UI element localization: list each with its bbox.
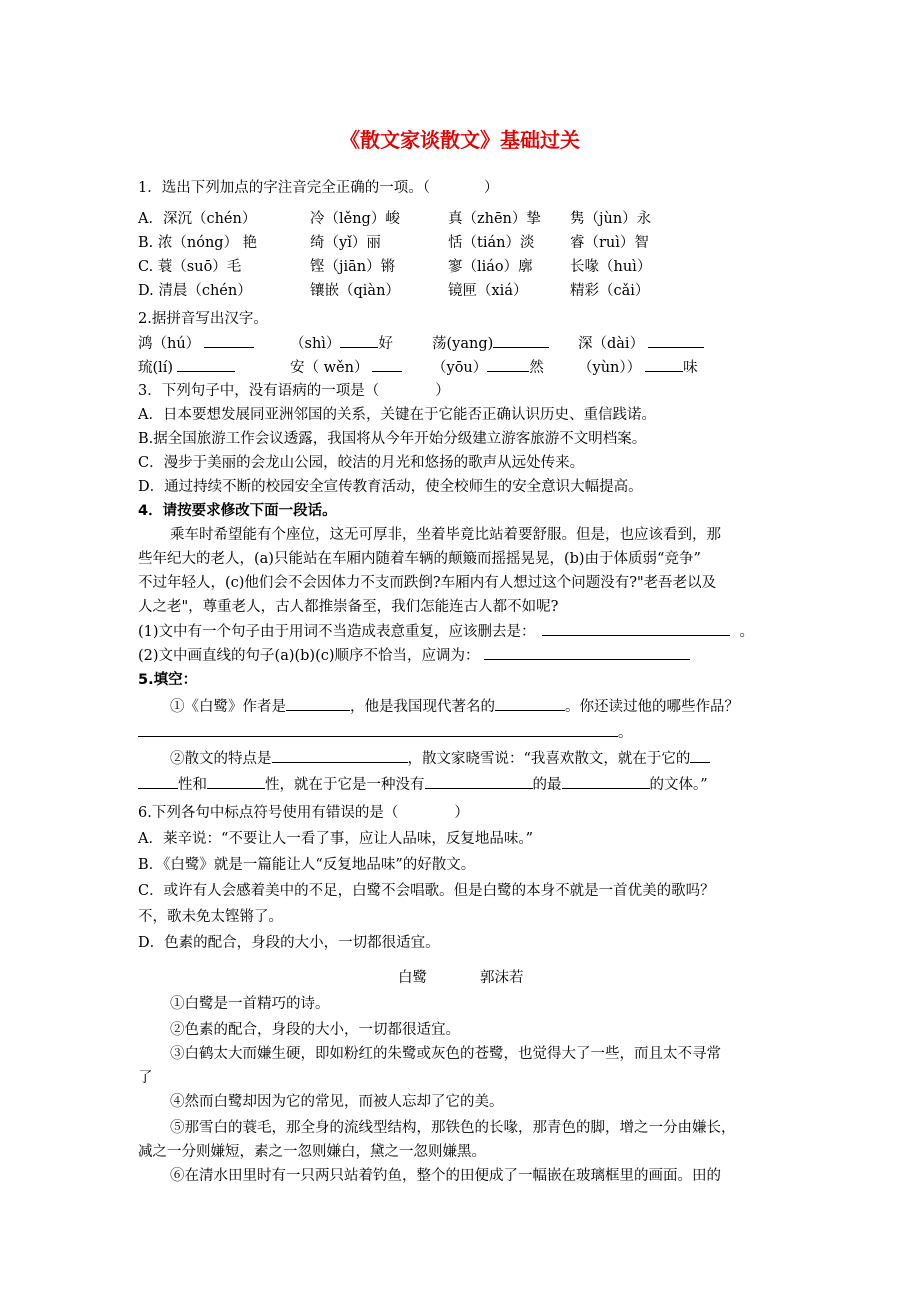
- answer-blank[interactable]: [562, 774, 650, 789]
- q2-pinyin-yang: 荡(yang): [432, 336, 494, 352]
- answer-blank[interactable]: [487, 357, 529, 372]
- q2-pinyin-li: 琉(lí): [138, 360, 174, 376]
- q5-l1b: ，他是我国现代著名的: [350, 699, 495, 715]
- q2-item-2: [290, 333, 393, 354]
- answer-blank[interactable]: [484, 645, 690, 660]
- q3-option-d: D．通过持续不断的校园安全宣传教育活动，使全校师生的安全意识大幅提高。: [138, 479, 643, 495]
- q6-stem-end: ）: [454, 805, 469, 821]
- answer-blank[interactable]: [493, 333, 549, 348]
- q3-option-a: A．日本要想发展同亚洲邻国的关系，关键在于它能否正确认识历史、重信践诺。: [138, 407, 656, 423]
- q2-stem: 2.据拼音写出汉字。: [138, 311, 268, 327]
- q5-stem: 5.填空：: [138, 672, 198, 688]
- q3-stem-text: 3．下列句子中，没有语病的一项是（: [138, 383, 380, 399]
- q1-option-a-1: A．深沉（chén）: [138, 211, 257, 227]
- q6-option-d: D．色素的配合，身段的大小，一切都很适宜。: [138, 935, 440, 951]
- reading-para-6: ⑥在清水田里时有一只两只站着钓鱼，整个的田便成了一幅嵌在玻璃框里的画面。田的: [170, 1168, 721, 1184]
- answer-blank[interactable]: [286, 696, 350, 711]
- reading-para-3: ③白鹤太大而嫌生硬，即如粉红的朱鹭或灰色的苍鹭，也觉得大了一些，而且太不寻常: [170, 1046, 721, 1062]
- q3-stem-end: ）: [435, 383, 450, 399]
- q5-line-2: [138, 722, 633, 743]
- q3-option-b: B.据全国旅游工作会议透露，我国将从今年开始分级建立游客旅游不文明档案。: [138, 431, 647, 447]
- q3-stem: [138, 381, 450, 401]
- q2-item-8: [578, 357, 698, 378]
- page-title: 《散文家谈散文》基础过关: [340, 128, 580, 152]
- q1-stem-text: 1．选出下列加点的字注音完全正确的一项。（: [138, 180, 430, 196]
- q6-option-c-cont: 不，歌未免太铿锵了。: [138, 909, 283, 925]
- q4-para-line-1: 乘车时希望能有个座位，这无可厚非，坐着毕竟比站着要舒服。但是，也应该看到，那: [170, 527, 721, 543]
- q5-l3a: ②散文的特点是: [170, 751, 272, 767]
- q1-stem-end: ）: [483, 180, 499, 196]
- q5-l4c: 的最: [532, 777, 562, 793]
- q5-line-1: [170, 696, 739, 717]
- answer-blank[interactable]: [425, 774, 533, 789]
- reading-para-5: ⑤那雪白的蓑毛，那全身的流线型结构，那铁色的长喙，那青色的脚，增之一分由嫌长，: [170, 1120, 736, 1136]
- q6-stem: [138, 803, 469, 823]
- q4-stem: 4．请按要求修改下面一段话。: [138, 503, 337, 519]
- q1-option-d-4: 精彩（cǎi）: [570, 283, 650, 299]
- q5-line-4: [138, 774, 708, 795]
- answer-blank[interactable]: [340, 333, 378, 348]
- q5-l4d: 的文体。”: [649, 777, 708, 793]
- q2-pinyin-shi: （shì）: [290, 336, 341, 352]
- q1-option-b-4: 睿（ruì）智: [570, 235, 649, 251]
- q3-option-c: C．漫步于美丽的会龙山公园，皎洁的月光和悠扬的歌声从远处传来。: [138, 455, 585, 471]
- q2-pinyin-you: （yōu）: [432, 360, 488, 376]
- q5-l3b: ，散文家晓雪说：“我喜欢散文，就在于它的: [407, 751, 691, 767]
- q1-option-a-4: 隽（jùn）永: [570, 211, 652, 227]
- q4-para-line-4: 人之老"，尊重老人，古人都推崇备至，我们怎能连古人都不如呢?: [138, 599, 559, 615]
- q5-l2-end: 。: [618, 725, 633, 741]
- q2-item-1: [138, 333, 254, 354]
- q1-option-c-1: C. 蓑（suō）毛: [138, 259, 242, 275]
- q1-option-a-3: 真（zhēn）挚: [448, 211, 541, 227]
- reading-para-4: ④然而白鹭却因为它的常见，而被人忘却了它的美。: [170, 1094, 504, 1110]
- q6-option-b: B．《白鹭》就是一篇能让人“反复地品味”的好散文。: [138, 857, 476, 873]
- q1-option-b-2: 绮（yǐ）丽: [310, 235, 381, 251]
- reading-para-5-cont: 减之一分则嫌短，素之一忽则嫌白，黛之一忽则嫌黑。: [138, 1144, 486, 1160]
- reading-para-3-cont: 了: [138, 1070, 153, 1086]
- q2-item-6: [290, 357, 402, 378]
- q1-option-c-2: 铿（jiān）锵: [310, 259, 396, 275]
- q1-stem: [138, 178, 498, 198]
- answer-blank[interactable]: [645, 357, 683, 372]
- answer-blank[interactable]: [138, 722, 618, 737]
- q4-para-line-2: 些年纪大的老人，(a)只能站在车厢内随着车辆的颠簸而摇摇晃晃，(b)由于体质弱“竞争”: [138, 551, 701, 567]
- answer-blank[interactable]: [138, 774, 178, 789]
- q6-stem-text: 6.下列各句中标点符号使用有错误的是（: [138, 805, 399, 821]
- reading-para-1: ①白鹭是一首精巧的诗。: [170, 996, 330, 1012]
- q4-sub-1: [138, 621, 754, 642]
- answer-blank[interactable]: [372, 357, 402, 372]
- answer-blank[interactable]: [207, 774, 265, 789]
- q2-pinyin-hu: 鸿（hú）: [138, 336, 201, 352]
- q4-sub-2: [138, 645, 690, 666]
- q5-l4a: 性和: [178, 777, 207, 793]
- q5-line-3: [170, 748, 710, 769]
- answer-blank[interactable]: [495, 696, 565, 711]
- q1-option-c-3: 寥（liáo）廓: [448, 259, 533, 275]
- q6-option-c: C．或许有人会感着美中的不足，白鹭不会唱歌。但是白鹭的本身不就是一首优美的歌吗？: [138, 883, 715, 899]
- reading-title: 白鹭: [398, 970, 427, 986]
- q1-option-d-3: 镜匣（xiá）: [448, 283, 528, 299]
- q4-sub-1-end: 。: [739, 624, 755, 640]
- q2-item-4: [578, 333, 704, 354]
- q2-item-7: [432, 357, 544, 378]
- q1-option-b-3: 恬（tián）淡: [448, 235, 535, 251]
- q2-pinyin-dai: 深（dài）: [578, 336, 645, 352]
- q2-item-5: [138, 357, 235, 378]
- reading-author: 郭沫若: [480, 970, 524, 986]
- q2-item-3: [432, 333, 549, 354]
- reading-para-2: ②色素的配合，身段的大小，一切都很适宜。: [170, 1022, 460, 1038]
- answer-blank[interactable]: [690, 748, 710, 763]
- q1-option-a-2: 冷（lěng）峻: [310, 211, 400, 227]
- q5-l1c: 。你还读过他的哪些作品？: [565, 699, 739, 715]
- q2-char-hao: 好: [378, 336, 393, 352]
- answer-blank[interactable]: [272, 748, 408, 763]
- q5-l1a: ①《白鹭》作者是: [170, 699, 286, 715]
- q4-sub-2-text: (2)文中画直线的句子(a)(b)(c)顺序不恰当，应调为：: [138, 648, 480, 664]
- answer-blank[interactable]: [648, 333, 704, 348]
- q1-option-d-2: 镶嵌（qiàn）: [310, 283, 400, 299]
- q1-option-b-1: B. 浓（nóng） 艳: [138, 235, 258, 251]
- answer-blank[interactable]: [542, 621, 730, 636]
- q2-pinyin-wen: 安（ wěn）: [290, 360, 369, 376]
- q1-option-d-1: D. 清晨（chén）: [138, 283, 252, 299]
- q2-pinyin-yun: （yùn））: [578, 360, 642, 376]
- q2-char-ran: 然: [529, 360, 544, 376]
- q2-char-wei: 味: [683, 360, 698, 376]
- answer-blank[interactable]: [204, 333, 254, 348]
- q6-option-a: A．莱辛说：“不要让人一看了事，应让人品味，反复地品味。”: [138, 831, 534, 847]
- q5-l4b: 性，就在于它是一种没有: [265, 777, 425, 793]
- q4-sub-1-text: (1)文中有一个句子由于用词不当造成表意重复，应该删去是：: [138, 624, 536, 640]
- q1-option-c-4: 长喙（huì）: [570, 259, 652, 275]
- answer-blank[interactable]: [177, 357, 235, 372]
- q4-para-line-3: 不过年轻人，(c)他们会不会因体力不支而跌倒?车厢内有人想过这个问题没有?"老吾老以及: [138, 575, 717, 591]
